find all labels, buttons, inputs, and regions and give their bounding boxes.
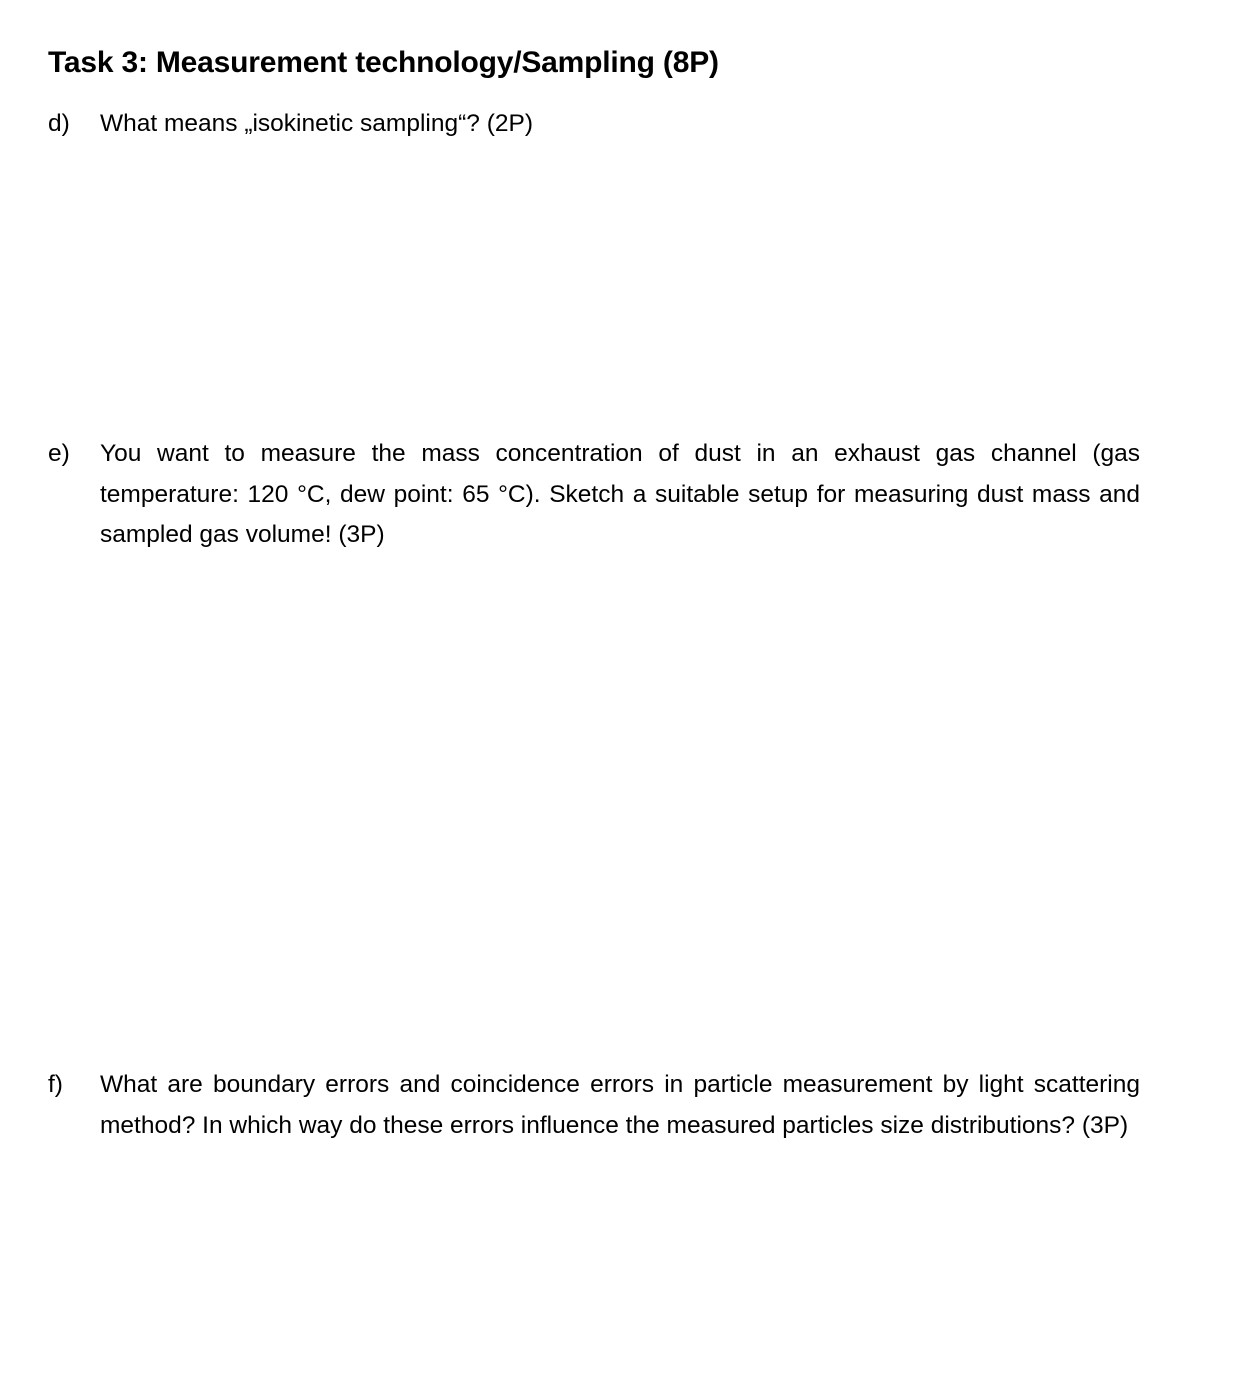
question-e-text: You want to measure the mass concentration of dust in an exhaust gas channel (gas temperature: 120 °C, dew point: 65 °C). Sketch a suitable setup for measuring dust mass and sampled gas volume! (3P) (100, 440, 1140, 548)
question-f-label: f) (48, 1071, 63, 1098)
question-e-label: e) (48, 440, 70, 467)
task-title: Task 3: Measurement technology/Sampling (8P) (48, 46, 719, 79)
question-d-label: d) (48, 110, 70, 137)
question-d-text: What means „isokinetic sampling“? (2P) (100, 110, 533, 137)
question-d (48, 104, 1140, 145)
question-f-text: What are boundary errors and coincidence errors in particle measurement by light scattering method? In which way do these errors influence the measured particles size distributions? (3P) (100, 1071, 1140, 1139)
question-e (48, 434, 1140, 556)
question-f (48, 1065, 1140, 1146)
